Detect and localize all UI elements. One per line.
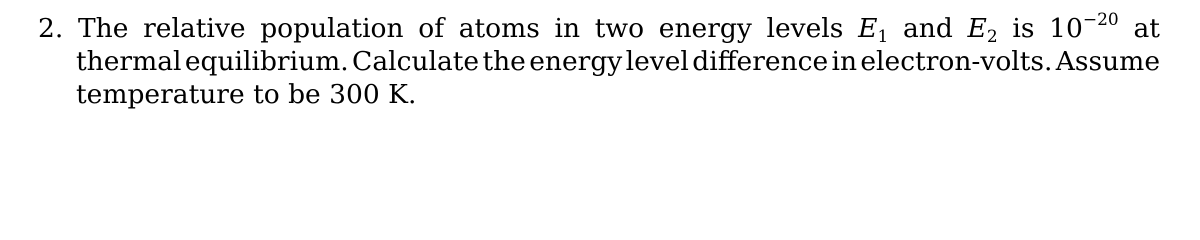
word: equilibrium. [184, 46, 349, 77]
word: population [260, 13, 404, 44]
word: difference [692, 46, 829, 77]
word: thermal [76, 46, 182, 77]
word: in [554, 13, 581, 44]
population-ratio [1049, 12, 1119, 45]
power-base: 10 [1049, 13, 1083, 44]
word: atoms [458, 13, 540, 44]
word: in [831, 46, 858, 77]
word: two [594, 13, 645, 44]
word: Assume [1055, 46, 1160, 77]
word: of [418, 13, 445, 44]
line-3-text: temperature to be 300 K. [76, 79, 417, 110]
energy-level-e1 [858, 12, 888, 45]
problem-number: 2. [38, 13, 64, 44]
word: The [77, 13, 129, 44]
power-exponent: −20 [1082, 10, 1119, 30]
e2-subscript: 2 [986, 27, 998, 47]
e1-symbol: E [858, 13, 878, 44]
problem-statement [38, 12, 1160, 111]
word: at [1133, 13, 1160, 44]
word: energy [658, 13, 752, 44]
e2-symbol: E [967, 13, 987, 44]
energy-level-e2 [967, 12, 997, 45]
word: relative [143, 13, 246, 44]
word: the [482, 46, 526, 77]
word: levels [766, 13, 844, 44]
word: is [1012, 13, 1035, 44]
word: electron-volts. [860, 46, 1053, 77]
problem-line-1 [38, 12, 1160, 45]
problem-line-2 [76, 45, 1160, 78]
problem-line-2-wrap [38, 45, 1160, 78]
word: level [625, 46, 689, 77]
word: and [902, 13, 953, 44]
word: Calculate [352, 46, 480, 77]
e1-subscript: 1 [877, 27, 889, 47]
word: energy [529, 46, 623, 77]
problem-line-3 [38, 78, 1160, 111]
